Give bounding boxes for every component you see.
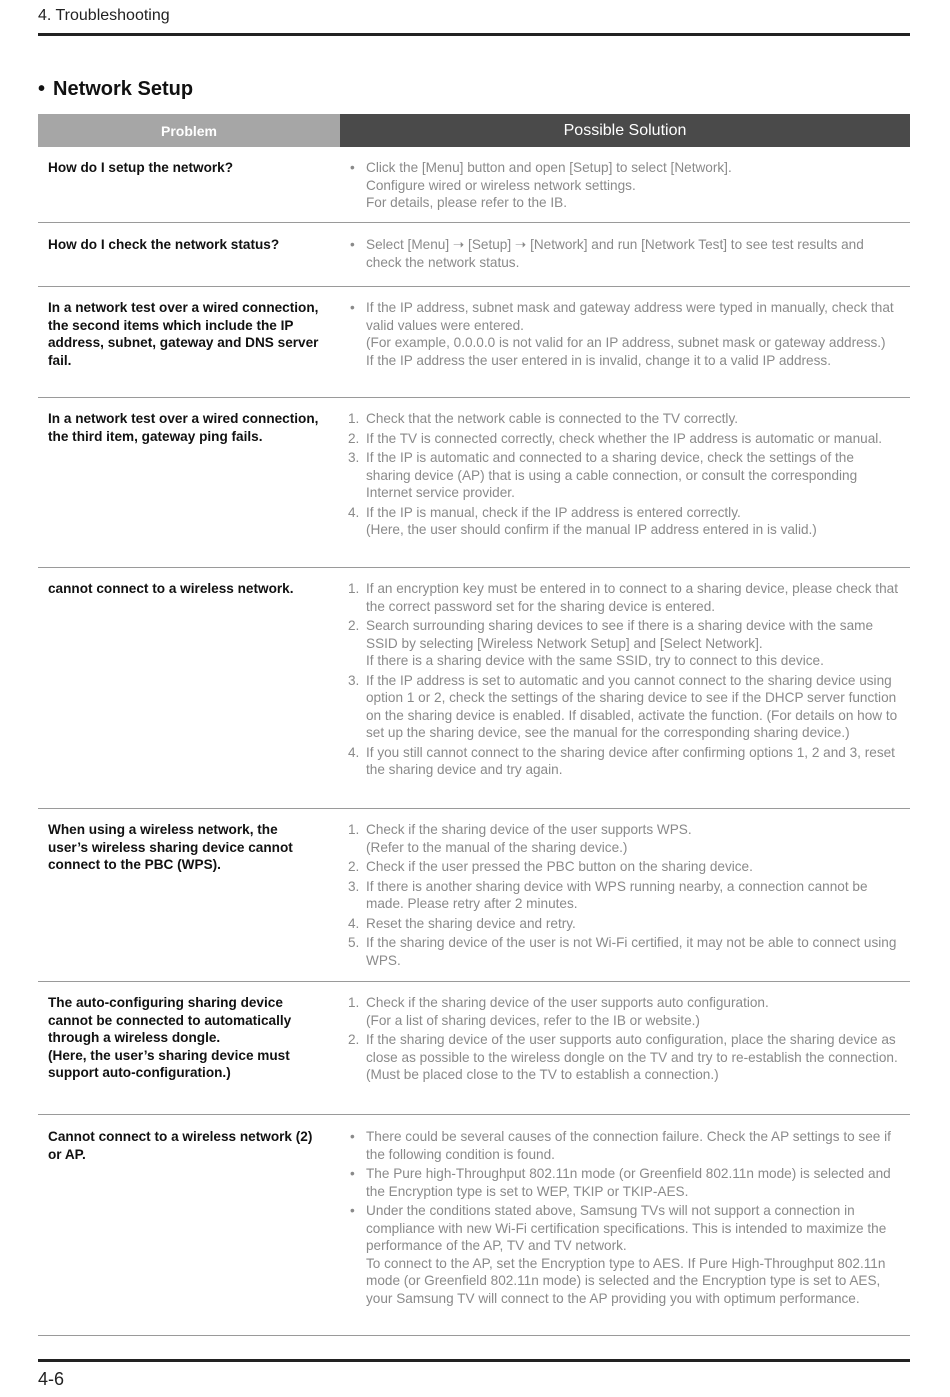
solution-cell [350, 410, 898, 541]
list-marker: • [350, 1129, 355, 1144]
solution-text: Reset the sharing device and retry. [366, 915, 576, 931]
solution-item [350, 744, 898, 779]
solution-cell [350, 994, 898, 1086]
list-marker: 3. [348, 450, 360, 465]
list-marker: 2. [348, 1032, 360, 1047]
list-marker: 1. [348, 411, 360, 426]
list-marker: 2. [348, 859, 360, 874]
list-marker: • [350, 1166, 355, 1181]
problem-text: In a network test over a wired connection, the second items which include the IP address, subnet, gateway and DNS server fail. [48, 300, 319, 368]
list-marker: 4. [348, 504, 360, 520]
solution-text: If there is another sharing device with WPS running nearby, a connection cannot be made. Please retry after 2 minutes. [366, 878, 868, 911]
solution-cell [350, 299, 898, 371]
solution-text: There could be several causes of the connection failure. Check the AP settings to see if the following condition is found. [366, 1129, 891, 1162]
list-marker: • [350, 237, 355, 252]
solution-item [350, 430, 898, 448]
solution-item [350, 994, 898, 1029]
solution-text: If the IP is automatic and connected to a sharing device, check the settings of the sharing device (AP) that is using a cable connection, or consult the corresponding Internet service provider. [366, 450, 858, 500]
list-marker: 1. [348, 822, 360, 837]
problem-text: The auto-configuring sharing device cannot be connected to automatically through a wireless dongle. (Here, the user’s sharing device must support auto-configuration.) [48, 995, 292, 1080]
solution-item [350, 159, 898, 212]
solution-item [350, 1031, 898, 1084]
table-header [38, 114, 910, 147]
page-number: 4-6 [38, 1369, 65, 1389]
solution-text: If the IP is manual, check if the IP address is entered correctly. (Here, the user should confirm if the manual IP address entered in is valid.) [366, 504, 817, 537]
list-marker: • [350, 300, 355, 315]
bullet-solution-list [350, 236, 898, 271]
chapter-header: 4. Troubleshooting [38, 7, 170, 24]
numbered-solution-list [350, 994, 898, 1084]
list-marker: 4. [348, 744, 360, 760]
list-marker: 3. [348, 672, 360, 688]
list-marker: 4. [348, 915, 360, 931]
solution-text: Check if the user pressed the PBC button on the sharing device. [366, 859, 753, 874]
solution-item [350, 821, 898, 856]
problem-text: In a network test over a wired connection, the third item, gateway ping fails. [48, 411, 319, 444]
solution-text: Check that the network cable is connected to the TV correctly. [366, 411, 739, 426]
solution-item [350, 915, 898, 933]
section-title [38, 78, 193, 101]
solution-text: If the sharing device of the user supports auto configuration, place the sharing device as close as possible to the wireless dongle on the TV and try to re-establish the connection. (Must be placed close to the TV to establish a connection.) [366, 1032, 898, 1082]
solution-cell [350, 236, 898, 273]
row-separator [38, 981, 910, 982]
solution-item [350, 934, 898, 969]
solution-text: The Pure high-Throughput 802.11n mode (or Greenfield 802.11n mode) is selected and the Encryption type is set to WEP, TKIP or TKIP-AES. [366, 1166, 891, 1199]
solution-item [350, 580, 898, 615]
solution-item [350, 1128, 898, 1163]
problem-text: When using a wireless network, the user’s wireless sharing device cannot connect to the PBC (WPS). [48, 822, 293, 872]
solution-text: If the sharing device of the user is not Wi-Fi certified, it may not be able to connect using WPS. [366, 935, 897, 968]
problem-text: How do I check the network status? [48, 237, 280, 252]
list-marker: 1. [348, 581, 360, 596]
solution-text: Select [Menu] ➝ [Setup] ➝ [Network] and run [Network Test] to see test results and check the network status. [366, 237, 864, 270]
solution-item [350, 299, 898, 369]
bullet-solution-list [350, 299, 898, 369]
numbered-solution-list [350, 821, 898, 969]
numbered-solution-list [350, 580, 898, 779]
section-title-text: Network Setup [53, 78, 194, 100]
solution-cell [350, 580, 898, 781]
list-marker: 5. [348, 935, 360, 950]
solution-item [350, 878, 898, 913]
solution-cell [350, 821, 898, 971]
solution-text: If the IP address is set to automatic and you cannot connect to the sharing device using option 1 or 2, check the settings of the sharing device to see if the DHCP server function on the sharing device is enabled. If disabled, activate the function. (For details on how to set up the sharing device, see the manual for the corresponding sharing device.) [366, 672, 898, 740]
problem-text: Cannot connect to a wireless network (2) or AP. [48, 1129, 313, 1162]
solution-text: Click the [Menu] button and open [Setup] to select [Network]. Configure wired or wireless network settings. For details, please refer to the IB. [366, 160, 732, 210]
list-marker: • [350, 160, 355, 175]
list-marker: 2. [348, 430, 360, 446]
solution-item [350, 449, 898, 502]
column-header-solution: Possible Solution [340, 114, 910, 147]
solution-text: Check if the sharing device of the user supports auto configuration. (For a list of sharing devices, refer to the IB or website.) [366, 995, 769, 1028]
bullet-solution-list [350, 159, 898, 212]
list-marker: 1. [348, 995, 360, 1010]
numbered-solution-list [350, 410, 898, 539]
solution-text: If you still cannot connect to the sharing device after confirming options 1, 2 and 3, reset the sharing device and try again. [366, 744, 895, 777]
row-separator [38, 397, 910, 398]
problem-text: How do I setup the network? [48, 160, 234, 175]
problem-text: cannot connect to a wireless network. [48, 581, 294, 596]
solution-cell [350, 159, 898, 214]
list-marker: 2. [348, 618, 360, 633]
list-marker: • [350, 1203, 355, 1218]
list-marker: 3. [348, 878, 360, 894]
column-header-problem: Problem [38, 114, 340, 147]
solution-item [350, 617, 898, 670]
row-separator [38, 808, 910, 809]
row-separator [38, 222, 910, 223]
solution-item [350, 1202, 898, 1307]
solution-item [350, 858, 898, 876]
footer-rule [38, 1359, 910, 1362]
solution-cell [350, 1128, 898, 1309]
solution-item [350, 672, 898, 742]
row-separator [38, 1114, 910, 1115]
solution-text: If the IP address, subnet mask and gateway address were typed in manually, check that valid values were entered. (For example, 0.0.0.0 is not valid for an IP address, subnet mask or gateway address.) If the IP address the user entered in is invalid, change it to a valid IP address. [366, 300, 894, 368]
row-separator [38, 567, 910, 568]
solution-text: If the TV is connected correctly, check whether the IP address is automatic or manual. [366, 430, 883, 446]
solution-item [350, 236, 898, 271]
solution-text: Search surrounding sharing devices to see if there is a sharing device with the same SSID by selecting [Wireless Network Setup] and [Select Network]. If there is a sharing device with the same SSID, try to connect to this device. [366, 618, 874, 668]
header-rule [38, 33, 910, 36]
row-separator [38, 286, 910, 287]
solution-item [350, 504, 898, 539]
bullet-solution-list [350, 1128, 898, 1307]
solution-item [350, 410, 898, 428]
section-bullet: • [38, 78, 46, 100]
solution-text: If an encryption key must be entered in to connect to a sharing device, please check that the correct password set for the sharing device is entered. [366, 581, 898, 614]
solution-item [350, 1165, 898, 1200]
row-separator [38, 1335, 910, 1336]
solution-text: Under the conditions stated above, Samsung TVs will not support a connection in compliance with new Wi-Fi certification specifications. This is intended to maximize the performance of the AP, TV and TV network. To connect to the AP, set the Encryption type to AES. If Pure High-Throughput 802.11n mode (or Greenfield 802.11n mode) is selected and the Encryption type is set to AES, your Samsung TV will connect to the AP providing you with optimum performance. [366, 1203, 887, 1306]
solution-text: Check if the sharing device of the user supports WPS. (Refer to the manual of the sharing device.) [366, 822, 692, 855]
